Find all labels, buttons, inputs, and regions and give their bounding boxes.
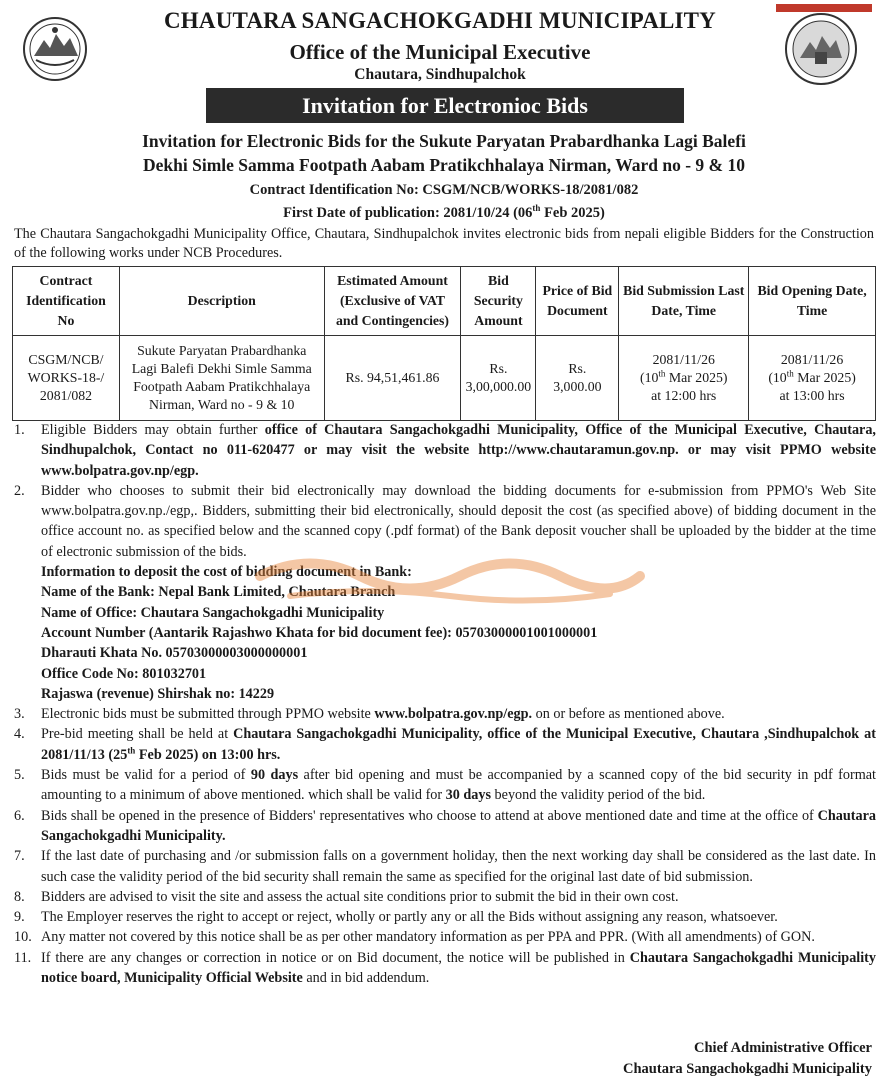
list-item: 8. Bidders are advised to visit the site and assess the actual site conditions prior to submit the bid in their own cost.	[14, 888, 679, 905]
signatory-org: Chautara Sangachokgadhi Municipality	[623, 1061, 872, 1077]
list-item: 11. If there are any changes or correction in notice or on Bid document, the notice will be published in Chautara Sangachokgadhi Municipality notice board, Municipality Official Website and in bid addendum.	[14, 949, 876, 987]
bank-office-code: Office Code No: 801032701	[41, 665, 207, 682]
office-address: Chautara, Sindhupalchok	[354, 66, 526, 83]
list-item: 4. Pre-bid meeting shall be held at Chautara Sangachokgadhi Municipality, office of the Municipal Executive, Chautara ,Sindhupalchok at 2081/11/13 (25th Feb 2025) on 13:00 hrs.	[14, 726, 876, 763]
cell-description: Sukute Paryatan Prabardhanka Lagi Balefi Dekhi Simle Samma Footpath Aabam Pratikchhalaya Nirman, Ward no - 9 & 10	[119, 336, 324, 421]
table-header: Bid Submission Last Date, Time	[619, 267, 749, 336]
cell-doc-price: Rs. 3,000.00	[536, 336, 619, 421]
table-header: Price of Bid Document	[536, 267, 619, 336]
bank-name: Name of the Bank: Nepal Bank Limited, Chautara Branch	[41, 584, 396, 601]
table-header: Bid Opening Date, Time	[749, 267, 876, 336]
table-header: Estimated Amount (Exclusive of VAT and Contingencies)	[324, 267, 461, 336]
list-item: 1. Eligible Bidders may obtain further office of Chautara Sangachokgadhi Municipality, Office of the Municipal Executive, Chautara, Sindhupalchok, Contact no 011-620477 or may visit the website http://www.chautaramun.gov.np. or may visit PPMO website www.bolpatra.gov.np/egp.	[14, 422, 876, 479]
table-header: Description	[119, 267, 324, 336]
list-item: 5. Bids must be valid for a period of 90 days after bid opening and must be accompanied by a scanned copy of the bid security in pdf format amounting to a minimum of above mentioned. which shall be valid for 30 days beyond the validity period of the bid.	[14, 767, 876, 804]
municipality-seal-icon	[784, 12, 858, 86]
cell-opening: 2081/11/26 (10th Mar 2025) at 13:00 hrs	[749, 336, 876, 421]
office-name: Office of the Municipal Executive	[289, 40, 591, 64]
signature-block	[623, 1038, 872, 1080]
bank-office-name: Name of Office: Chautara Sangachokgadhi Municipality	[41, 604, 385, 621]
table-header: Bid Security Amount	[461, 267, 536, 336]
subject-line-2: Dekhi Simle Samma Footpath Aabam Pratikchhalaya Nirman, Ward no - 9 & 10	[143, 155, 745, 175]
signatory-title: Chief Administrative Officer	[694, 1040, 872, 1056]
cell-submission: 2081/11/26 (10th Mar 2025) at 12:00 hrs	[619, 336, 749, 421]
cell-contract-id: CSGM/NCB/ WORKS-18-/ 2081/082	[13, 336, 120, 421]
header	[0, 4, 888, 86]
conditions-list	[14, 420, 876, 988]
publication-date-line: First Date of publication: 2081/10/24 (06th Feb 2025)	[283, 203, 605, 221]
subject-line-1: Invitation for Electronic Bids for the Sukute Paryatan Prabardhanka Lagi Balefi	[142, 131, 746, 151]
bids-table	[12, 266, 876, 421]
bank-dharauti: Dharauti Khata No. 05703000003000000001	[41, 645, 308, 662]
table-header-row	[13, 267, 876, 336]
nepal-emblem-icon	[22, 16, 88, 82]
watermark-logo-icon	[250, 546, 650, 608]
list-item: 10. Any matter not covered by this notice shall be as per other mandatory information as per PPA and PPR. (With all amendments) of GON.	[14, 929, 815, 946]
list-item: 3. Electronic bids must be submitted through PPMO website www.bolpatra.gov.np/egp. on or before as mentioned above.	[14, 706, 725, 723]
intro-paragraph: The Chautara Sangachokgadhi Municipality Office, Chautara, Sindhupalchok invites electronic bids from nepali eligible Bidders for the Construction of the following works under NCB Procedures.	[14, 226, 874, 261]
list-item: 6. Bids shall be opened in the presence of Bidders' representatives who choose to attend at above mentioned date and time at the office of Chautara Sangachokgadhi Municipality.	[14, 807, 876, 844]
bank-revenue: Rajaswa (revenue) Shirshak no: 14229	[41, 685, 275, 702]
cell-estimate: Rs. 94,51,461.86	[324, 336, 461, 421]
list-item: 9. The Employer reserves the right to accept or reject, wholly or partly any or all the Bids without assigning any reason, whatsoever.	[14, 909, 778, 926]
list-item: 7. If the last date of purchasing and /or submission falls on a government holiday, then the next working day shall be considered as the last date. In such case the validity period of the bid security shall remain the same as specified for the original last date of bid submission.	[14, 848, 876, 885]
contract-id-line: Contract Identification No: CSGM/NCB/WORKS-18/2081/082	[249, 182, 639, 198]
flag-strip-icon	[776, 4, 872, 12]
municipality-name: CHAUTARA SANGACHOKGADHI MUNICIPALITY	[164, 8, 716, 33]
banner-title: Invitation for Electronioc Bids	[206, 88, 684, 123]
cell-bid-security: Rs. 3,00,000.00	[461, 336, 536, 421]
bank-account-number: Account Number (Aantarik Rajashwo Khata for bid document fee): 05703000001001000001	[41, 624, 598, 641]
table-row	[13, 336, 876, 421]
bank-heading: Information to deposit the cost of bidding document in Bank:	[41, 564, 412, 581]
list-item: 2. Bidder who chooses to submit their bid electronically may download the bidding documents for e-submission from PPMO's Web Site www.bolpatra.gov.np./egp,. Bidders, submitting their bid electronically, should deposit the cost (as specified above) of bidding document in the office account no. as specified below and the scanned copy (.pdf format) of the Bank deposit voucher shall be uploaded by the bidder at the time of electronic submission of the bids. Information to deposit the cost of bidding document in Bank: Name of the Bank: Nepal Bank Limited, Chautara Branch Name of Office: Chautara Sangachokgadhi Municipality Account Number (Aantarik Rajashwo Khata for bid document fee): 05703000001001000001 Dharauti Khata No. 05703000003000000001 Office Code No: 801032701 Rajaswa (revenue) Shirshak no: 14229	[14, 481, 876, 704]
table-header: Contract Identification No	[13, 267, 120, 336]
